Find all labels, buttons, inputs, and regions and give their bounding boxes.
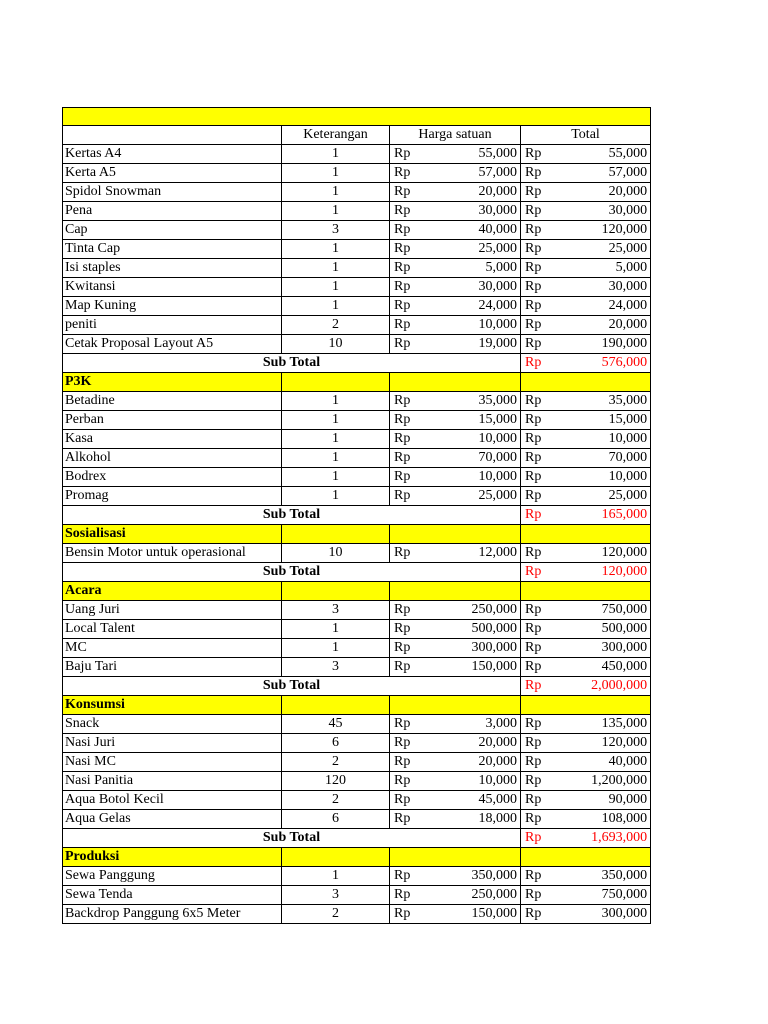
item-row xyxy=(63,905,651,924)
item-name: Promag xyxy=(63,487,282,506)
currency-label: Rp xyxy=(390,639,416,658)
item-unit-price: 250,000 xyxy=(416,886,521,905)
item-total: 25,000 xyxy=(547,487,651,506)
section-header-blank xyxy=(390,848,521,867)
item-row xyxy=(63,810,651,829)
currency-label: Rp xyxy=(521,430,547,449)
item-row xyxy=(63,316,651,335)
item-qty: 2 xyxy=(282,753,390,772)
item-name: Nasi Panitia xyxy=(63,772,282,791)
item-qty: 1 xyxy=(282,487,390,506)
title-banner-row xyxy=(63,108,651,126)
currency-label: Rp xyxy=(390,620,416,639)
item-qty: 1 xyxy=(282,145,390,164)
section-header-blank xyxy=(521,525,651,544)
item-row xyxy=(63,164,651,183)
item-total: 190,000 xyxy=(547,335,651,354)
section-header-blank xyxy=(282,582,390,601)
item-name: MC xyxy=(63,639,282,658)
currency-label: Rp xyxy=(390,886,416,905)
currency-label: Rp xyxy=(521,335,547,354)
item-unit-price: 250,000 xyxy=(416,601,521,620)
item-total: 1,200,000 xyxy=(547,772,651,791)
section-header-row xyxy=(63,373,651,392)
item-name: Bensin Motor untuk operasional xyxy=(63,544,282,563)
item-name: Tinta Cap xyxy=(63,240,282,259)
currency-label: Rp xyxy=(521,411,547,430)
item-qty: 1 xyxy=(282,620,390,639)
item-name: Alkohol xyxy=(63,449,282,468)
item-qty: 1 xyxy=(282,449,390,468)
subtotal-label: Sub Total xyxy=(63,563,521,582)
item-name: Bodrex xyxy=(63,468,282,487)
currency-label: Rp xyxy=(521,791,547,810)
section-title: Produksi xyxy=(63,848,282,867)
currency-label: Rp xyxy=(390,810,416,829)
item-row xyxy=(63,468,651,487)
item-name: Local Talent xyxy=(63,620,282,639)
section-header-row xyxy=(63,848,651,867)
item-row xyxy=(63,392,651,411)
item-row xyxy=(63,430,651,449)
item-qty: 2 xyxy=(282,905,390,924)
item-name: Snack xyxy=(63,715,282,734)
item-name: Baju Tari xyxy=(63,658,282,677)
currency-label: Rp xyxy=(390,411,416,430)
item-unit-price: 150,000 xyxy=(416,905,521,924)
item-row xyxy=(63,202,651,221)
item-name: Perban xyxy=(63,411,282,430)
section-header-blank xyxy=(521,373,651,392)
currency-label: Rp xyxy=(390,335,416,354)
currency-label: Rp xyxy=(521,240,547,259)
item-row xyxy=(63,658,651,677)
item-row xyxy=(63,145,651,164)
item-unit-price: 10,000 xyxy=(416,772,521,791)
item-total: 20,000 xyxy=(547,183,651,202)
item-unit-price: 19,000 xyxy=(416,335,521,354)
item-total: 40,000 xyxy=(547,753,651,772)
currency-label: Rp xyxy=(390,164,416,183)
currency-label: Rp xyxy=(390,145,416,164)
item-row xyxy=(63,715,651,734)
currency-label: Rp xyxy=(521,487,547,506)
item-row xyxy=(63,544,651,563)
currency-label: Rp xyxy=(521,297,547,316)
item-total: 750,000 xyxy=(547,886,651,905)
section-header-row xyxy=(63,696,651,715)
item-qty: 1 xyxy=(282,392,390,411)
currency-label: Rp xyxy=(390,468,416,487)
subtotal-value: 165,000 xyxy=(547,506,651,525)
item-name: Cetak Proposal Layout A5 xyxy=(63,335,282,354)
item-qty: 1 xyxy=(282,297,390,316)
item-qty: 2 xyxy=(282,791,390,810)
item-unit-price: 15,000 xyxy=(416,411,521,430)
currency-label: Rp xyxy=(390,202,416,221)
subtotal-value: 120,000 xyxy=(547,563,651,582)
currency-label: Rp xyxy=(521,544,547,563)
section-header-blank xyxy=(282,696,390,715)
item-row xyxy=(63,772,651,791)
budget-table xyxy=(62,107,651,924)
item-unit-price: 300,000 xyxy=(416,639,521,658)
item-qty: 10 xyxy=(282,335,390,354)
item-unit-price: 10,000 xyxy=(416,468,521,487)
item-name: Isi staples xyxy=(63,259,282,278)
section-title: Acara xyxy=(63,582,282,601)
item-qty: 1 xyxy=(282,430,390,449)
section-title: P3K xyxy=(63,373,282,392)
item-total: 55,000 xyxy=(547,145,651,164)
currency-label: Rp xyxy=(390,221,416,240)
column-header-row xyxy=(63,126,651,145)
currency-label: Rp xyxy=(390,316,416,335)
currency-label: Rp xyxy=(521,468,547,487)
subtotal-value: 2,000,000 xyxy=(547,677,651,696)
currency-label: Rp xyxy=(521,278,547,297)
item-qty: 1 xyxy=(282,240,390,259)
item-name: Sewa Tenda xyxy=(63,886,282,905)
currency-label: Rp xyxy=(390,487,416,506)
currency-label: Rp xyxy=(390,658,416,677)
item-unit-price: 35,000 xyxy=(416,392,521,411)
subtotal-label: Sub Total xyxy=(63,506,521,525)
currency-label: Rp xyxy=(390,734,416,753)
section-header-blank xyxy=(521,582,651,601)
subtotal-row xyxy=(63,829,651,848)
subtotal-row xyxy=(63,677,651,696)
item-name: Kwitansi xyxy=(63,278,282,297)
currency-label: Rp xyxy=(390,715,416,734)
header-blank-cell xyxy=(63,126,282,145)
item-unit-price: 10,000 xyxy=(416,430,521,449)
section-header-blank xyxy=(390,696,521,715)
item-name: Kasa xyxy=(63,430,282,449)
currency-label: Rp xyxy=(390,772,416,791)
item-total: 120,000 xyxy=(547,221,651,240)
item-total: 10,000 xyxy=(547,468,651,487)
item-total: 300,000 xyxy=(547,639,651,658)
item-unit-price: 25,000 xyxy=(416,240,521,259)
item-name: Uang Juri xyxy=(63,601,282,620)
item-qty: 1 xyxy=(282,183,390,202)
currency-label: Rp xyxy=(521,601,547,620)
item-total: 25,000 xyxy=(547,240,651,259)
item-total: 5,000 xyxy=(547,259,651,278)
item-row xyxy=(63,240,651,259)
item-qty: 1 xyxy=(282,202,390,221)
currency-label: Rp xyxy=(390,449,416,468)
header-harga-satuan: Harga satuan xyxy=(390,126,521,145)
item-name: Nasi Juri xyxy=(63,734,282,753)
item-qty: 1 xyxy=(282,639,390,658)
item-name: Kerta A5 xyxy=(63,164,282,183)
currency-label: Rp xyxy=(521,639,547,658)
currency-label: Rp xyxy=(521,449,547,468)
header-total: Total xyxy=(521,126,651,145)
item-unit-price: 20,000 xyxy=(416,183,521,202)
section-header-blank xyxy=(390,525,521,544)
currency-label: Rp xyxy=(521,886,547,905)
currency-label: Rp xyxy=(521,734,547,753)
currency-label: Rp xyxy=(521,354,547,373)
item-row xyxy=(63,183,651,202)
currency-label: Rp xyxy=(521,867,547,886)
section-title: Sosialisasi xyxy=(63,525,282,544)
item-name: Nasi MC xyxy=(63,753,282,772)
currency-label: Rp xyxy=(390,791,416,810)
item-total: 135,000 xyxy=(547,715,651,734)
currency-label: Rp xyxy=(521,772,547,791)
item-name: Kertas A4 xyxy=(63,145,282,164)
currency-label: Rp xyxy=(521,829,547,848)
item-qty: 3 xyxy=(282,601,390,620)
item-unit-price: 45,000 xyxy=(416,791,521,810)
currency-label: Rp xyxy=(521,316,547,335)
item-qty: 1 xyxy=(282,278,390,297)
item-row xyxy=(63,259,651,278)
item-row xyxy=(63,620,651,639)
item-total: 24,000 xyxy=(547,297,651,316)
item-total: 120,000 xyxy=(547,734,651,753)
currency-label: Rp xyxy=(390,867,416,886)
item-row xyxy=(63,297,651,316)
currency-label: Rp xyxy=(390,278,416,297)
item-total: 350,000 xyxy=(547,867,651,886)
subtotal-row xyxy=(63,354,651,373)
currency-label: Rp xyxy=(390,430,416,449)
header-keterangan: Keterangan xyxy=(282,126,390,145)
item-total: 750,000 xyxy=(547,601,651,620)
currency-label: Rp xyxy=(521,506,547,525)
item-unit-price: 350,000 xyxy=(416,867,521,886)
item-name: Aqua Botol Kecil xyxy=(63,791,282,810)
section-header-blank xyxy=(521,696,651,715)
item-qty: 10 xyxy=(282,544,390,563)
currency-label: Rp xyxy=(521,658,547,677)
item-unit-price: 20,000 xyxy=(416,753,521,772)
budget-table-body xyxy=(63,108,651,924)
item-qty: 2 xyxy=(282,316,390,335)
section-header-blank xyxy=(390,373,521,392)
item-total: 450,000 xyxy=(547,658,651,677)
item-total: 500,000 xyxy=(547,620,651,639)
section-header-blank xyxy=(282,848,390,867)
item-unit-price: 70,000 xyxy=(416,449,521,468)
item-unit-price: 18,000 xyxy=(416,810,521,829)
subtotal-value: 576,000 xyxy=(547,354,651,373)
item-total: 300,000 xyxy=(547,905,651,924)
item-unit-price: 3,000 xyxy=(416,715,521,734)
item-row xyxy=(63,411,651,430)
currency-label: Rp xyxy=(521,715,547,734)
subtotal-value: 1,693,000 xyxy=(547,829,651,848)
currency-label: Rp xyxy=(521,164,547,183)
subtotal-label: Sub Total xyxy=(63,677,521,696)
item-unit-price: 150,000 xyxy=(416,658,521,677)
currency-label: Rp xyxy=(521,677,547,696)
item-qty: 45 xyxy=(282,715,390,734)
item-row xyxy=(63,886,651,905)
item-unit-price: 57,000 xyxy=(416,164,521,183)
currency-label: Rp xyxy=(390,392,416,411)
item-total: 30,000 xyxy=(547,278,651,297)
item-unit-price: 500,000 xyxy=(416,620,521,639)
currency-label: Rp xyxy=(521,392,547,411)
item-row xyxy=(63,487,651,506)
item-unit-price: 20,000 xyxy=(416,734,521,753)
item-name: Sewa Panggung xyxy=(63,867,282,886)
item-name: Betadine xyxy=(63,392,282,411)
currency-label: Rp xyxy=(521,563,547,582)
currency-label: Rp xyxy=(521,259,547,278)
item-total: 90,000 xyxy=(547,791,651,810)
item-total: 15,000 xyxy=(547,411,651,430)
item-qty: 6 xyxy=(282,810,390,829)
item-row xyxy=(63,221,651,240)
item-row xyxy=(63,734,651,753)
section-header-blank xyxy=(282,525,390,544)
section-header-row xyxy=(63,525,651,544)
item-row xyxy=(63,753,651,772)
item-qty: 3 xyxy=(282,886,390,905)
item-row xyxy=(63,449,651,468)
item-total: 30,000 xyxy=(547,202,651,221)
section-header-blank xyxy=(282,373,390,392)
item-qty: 6 xyxy=(282,734,390,753)
currency-label: Rp xyxy=(390,240,416,259)
item-total: 35,000 xyxy=(547,392,651,411)
item-qty: 1 xyxy=(282,164,390,183)
item-unit-price: 5,000 xyxy=(416,259,521,278)
item-unit-price: 24,000 xyxy=(416,297,521,316)
currency-label: Rp xyxy=(521,753,547,772)
subtotal-label: Sub Total xyxy=(63,354,521,373)
section-header-blank xyxy=(390,582,521,601)
item-total: 108,000 xyxy=(547,810,651,829)
title-banner-cell xyxy=(63,108,651,126)
currency-label: Rp xyxy=(521,145,547,164)
currency-label: Rp xyxy=(521,221,547,240)
currency-label: Rp xyxy=(390,183,416,202)
item-row xyxy=(63,278,651,297)
item-total: 10,000 xyxy=(547,430,651,449)
item-total: 57,000 xyxy=(547,164,651,183)
item-name: Pena xyxy=(63,202,282,221)
item-qty: 1 xyxy=(282,867,390,886)
section-header-row xyxy=(63,582,651,601)
item-unit-price: 30,000 xyxy=(416,202,521,221)
item-row xyxy=(63,639,651,658)
item-unit-price: 10,000 xyxy=(416,316,521,335)
subtotal-row xyxy=(63,506,651,525)
currency-label: Rp xyxy=(390,297,416,316)
item-unit-price: 25,000 xyxy=(416,487,521,506)
item-unit-price: 30,000 xyxy=(416,278,521,297)
currency-label: Rp xyxy=(521,905,547,924)
item-name: Spidol Snowman xyxy=(63,183,282,202)
item-row xyxy=(63,791,651,810)
item-unit-price: 40,000 xyxy=(416,221,521,240)
section-header-blank xyxy=(521,848,651,867)
item-name: Map Kuning xyxy=(63,297,282,316)
item-name: Aqua Gelas xyxy=(63,810,282,829)
item-qty: 3 xyxy=(282,221,390,240)
item-name: Backdrop Panggung 6x5 Meter xyxy=(63,905,282,924)
item-qty: 120 xyxy=(282,772,390,791)
item-total: 120,000 xyxy=(547,544,651,563)
item-total: 70,000 xyxy=(547,449,651,468)
item-row xyxy=(63,601,651,620)
item-row xyxy=(63,867,651,886)
item-total: 20,000 xyxy=(547,316,651,335)
currency-label: Rp xyxy=(390,601,416,620)
subtotal-row xyxy=(63,563,651,582)
currency-label: Rp xyxy=(521,810,547,829)
currency-label: Rp xyxy=(390,753,416,772)
item-unit-price: 12,000 xyxy=(416,544,521,563)
section-title: Konsumsi xyxy=(63,696,282,715)
item-qty: 1 xyxy=(282,411,390,430)
item-unit-price: 55,000 xyxy=(416,145,521,164)
currency-label: Rp xyxy=(521,183,547,202)
currency-label: Rp xyxy=(521,620,547,639)
currency-label: Rp xyxy=(390,544,416,563)
currency-label: Rp xyxy=(390,259,416,278)
item-row xyxy=(63,335,651,354)
item-qty: 3 xyxy=(282,658,390,677)
currency-label: Rp xyxy=(390,905,416,924)
item-qty: 1 xyxy=(282,259,390,278)
currency-label: Rp xyxy=(521,202,547,221)
item-name: Cap xyxy=(63,221,282,240)
subtotal-label: Sub Total xyxy=(63,829,521,848)
item-qty: 1 xyxy=(282,468,390,487)
item-name: peniti xyxy=(63,316,282,335)
